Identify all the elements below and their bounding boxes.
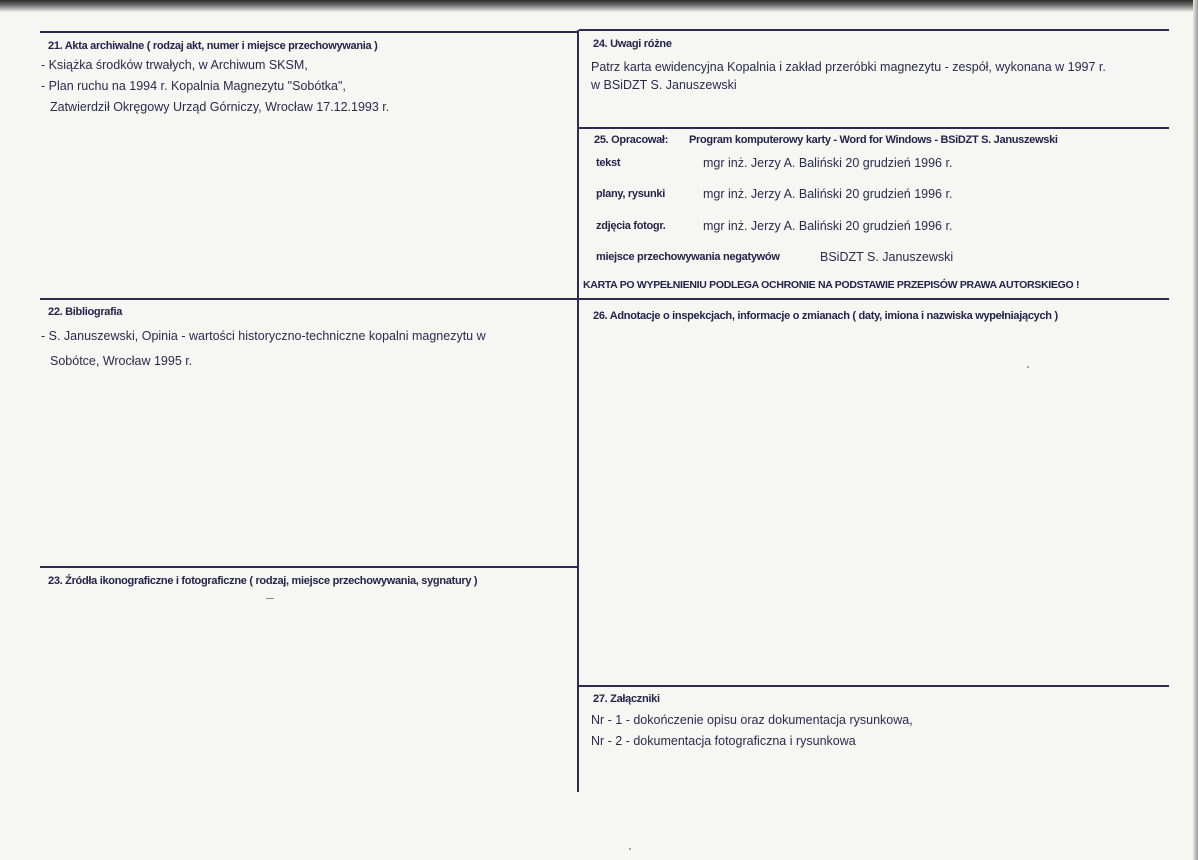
section-21-line-2: - Plan ruchu na 1994 r. Kopalnia Magnezytu "Sobótka", (41, 79, 346, 93)
section-25-row-value-zdjecia: mgr inż. Jerzy A. Baliński 20 grudzień 1996 r. (703, 219, 953, 233)
divider-27 (579, 685, 1169, 687)
section-25-negatives-value: BSiDZT S. Januszewski (820, 250, 954, 264)
divider-25 (579, 127, 1169, 129)
section-22-line-1: - S. Januszewski, Opinia - wartości historyczno-techniczne kopalni magnezytu w (41, 329, 486, 343)
scan-edge-top (0, 0, 1198, 12)
section-26-title: 26. Adnotacje o inspekcjach, informacje o zmianach ( daty, imiona i nazwiska wypełniających ) (593, 310, 1058, 322)
scan-speck (1027, 366, 1029, 368)
divider-top-right (579, 29, 1169, 31)
scan-speck (629, 848, 631, 850)
section-24-line-1: Patrz karta ewidencyjna Kopalnia i zakład przeróbki magnezytu - zespół, wykonana w 1997 r. (591, 60, 1106, 74)
scan-speck (266, 598, 274, 599)
divider-22 (40, 298, 579, 300)
divider-26 (579, 298, 1169, 300)
divider-center-vertical (577, 30, 579, 792)
section-25-negatives-label: miejsce przechowywania negatywów (596, 251, 780, 263)
section-25-title: 25. Opracował: (594, 134, 669, 146)
divider-top-left (40, 31, 579, 33)
section-24-line-2: w BSiDZT S. Januszewski (591, 78, 737, 92)
section-21-title: 21. Akta archiwalne ( rodzaj akt, numer i miejsce przechowywania ) (48, 40, 378, 52)
section-25-row-label-plany: plany, rysunki (596, 188, 665, 200)
section-21-line-1: - Książka środków trwałych, w Archiwum SKSM, (41, 58, 308, 72)
divider-23 (40, 566, 579, 568)
section-25-row-label-zdjecia: zdjęcia fotogr. (596, 220, 666, 232)
section-27-line-1: Nr - 1 - dokończenie opisu oraz dokumentacja rysunkowa, (591, 713, 913, 727)
section-25-row-label-tekst: tekst (596, 157, 621, 169)
section-25-row-value-plany: mgr inż. Jerzy A. Baliński 20 grudzień 1996 r. (703, 187, 953, 201)
copyright-notice: KARTA PO WYPEŁNIENIU PODLEGA OCHRONIE NA PODSTAWIE PRZEPISÓW PRAWA AUTORSKIEGO ! (583, 279, 1080, 291)
section-22-title: 22. Bibliografia (48, 306, 123, 318)
section-24-title: 24. Uwagi różne (593, 38, 672, 50)
section-27-title: 27. Załączniki (593, 693, 660, 705)
section-25-row-value-tekst: mgr inż. Jerzy A. Baliński 20 grudzień 1996 r. (703, 156, 953, 170)
section-27-line-2: Nr - 2 - dokumentacja fotograficzna i rysunkowa (591, 734, 856, 748)
section-22-line-2: Sobótce, Wrocław 1995 r. (50, 354, 193, 368)
section-21-line-3: Zatwierdził Okręgowy Urząd Górniczy, Wrocław 17.12.1993 r. (50, 100, 390, 114)
scan-edge-right (1193, 0, 1198, 860)
section-25-program: Program komputerowy karty - Word for Windows - BSiDZT S. Januszewski (689, 134, 1058, 146)
section-23-title: 23. Źródła ikonograficzne i fotograficzne ( rodzaj, miejsce przechowywania, sygnatury ) (48, 575, 478, 587)
